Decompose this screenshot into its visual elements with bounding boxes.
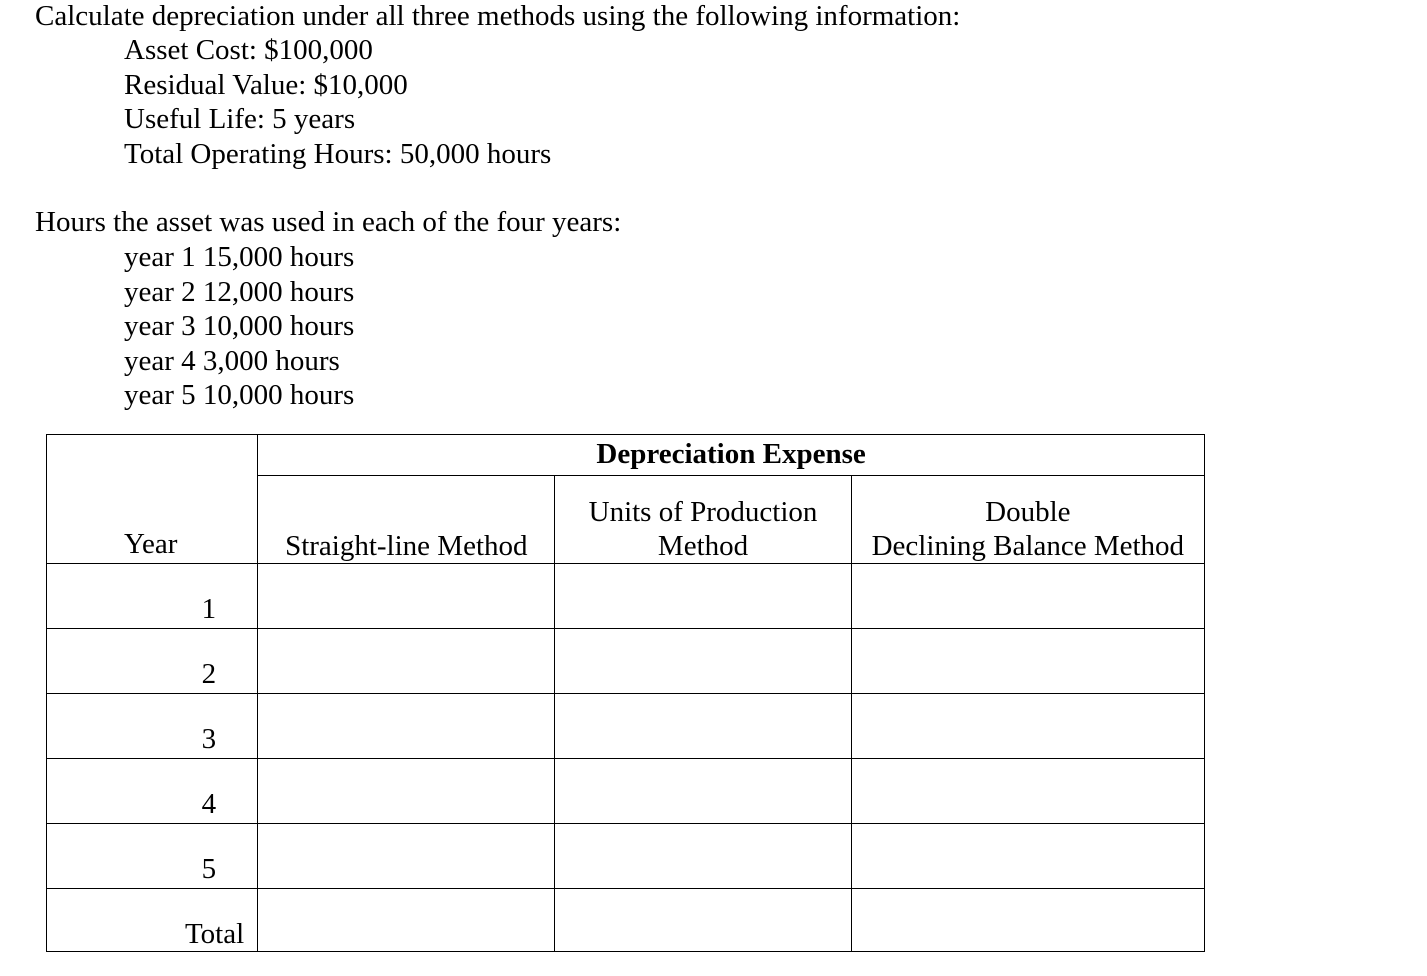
hours-year-4: year 4 3,000 hours <box>124 345 340 377</box>
useful-life-text: Useful Life: 5 years <box>124 103 356 135</box>
units-of-production-cell[interactable] <box>555 694 851 759</box>
straight-line-cell[interactable] <box>258 694 555 759</box>
depreciation-expense-header <box>258 435 1205 476</box>
straight-line-label: Straight-line Method <box>285 529 528 562</box>
units-of-production-total-cell[interactable] <box>555 889 851 952</box>
double-declining-cell[interactable] <box>851 824 1204 889</box>
table-row <box>47 629 1205 694</box>
units-header-line1: Units of Production <box>588 496 818 529</box>
units-header-line2: Method <box>657 529 749 562</box>
straight-line-cell[interactable] <box>258 564 555 629</box>
hours-year-5: year 5 10,000 hours <box>124 379 355 411</box>
straight-line-cell[interactable] <box>258 759 555 824</box>
units-of-production-cell[interactable] <box>555 629 851 694</box>
straight-line-cell[interactable] <box>258 629 555 694</box>
units-of-production-cell[interactable] <box>555 824 851 889</box>
double-declining-cell[interactable] <box>851 759 1204 824</box>
double-declining-total-cell[interactable] <box>851 889 1204 952</box>
hours-intro-text: Hours the asset was used in each of the four years: <box>35 206 622 238</box>
table-row <box>47 694 1205 759</box>
straight-line-total-cell[interactable] <box>258 889 555 952</box>
total-label-cell: Total <box>47 889 258 952</box>
residual-value-text: Residual Value: $10,000 <box>124 69 408 101</box>
hours-year-2: year 2 12,000 hours <box>124 276 355 308</box>
double-declining-cell[interactable] <box>851 564 1204 629</box>
units-of-production-header <box>555 476 851 564</box>
hours-year-1: year 1 15,000 hours <box>124 241 355 273</box>
year-header <box>47 435 258 564</box>
ddb-header-line2: Declining Balance Method <box>871 529 1185 562</box>
table-row <box>47 564 1205 629</box>
ddb-header-line1: Double <box>985 496 1071 529</box>
double-declining-header <box>851 476 1204 564</box>
straight-line-cell[interactable] <box>258 824 555 889</box>
total-hours-text: Total Operating Hours: 50,000 hours <box>124 138 552 170</box>
year-header-label: Year <box>124 527 178 560</box>
instruction-text: Calculate depreciation under all three methods using the following information: <box>35 0 961 32</box>
total-row <box>47 889 1205 952</box>
table-row <box>47 824 1205 889</box>
double-declining-cell[interactable] <box>851 629 1204 694</box>
depreciation-table <box>46 434 1205 952</box>
depreciation-expense-label: Depreciation Expense <box>596 438 866 471</box>
units-of-production-cell[interactable] <box>555 759 851 824</box>
year-cell: 2 <box>47 629 258 694</box>
asset-cost-text: Asset Cost: $100,000 <box>124 34 373 66</box>
table-row <box>47 759 1205 824</box>
units-of-production-cell[interactable] <box>555 564 851 629</box>
year-cell: 4 <box>47 759 258 824</box>
year-cell: 5 <box>47 824 258 889</box>
year-cell: 3 <box>47 694 258 759</box>
double-declining-cell[interactable] <box>851 694 1204 759</box>
hours-year-3: year 3 10,000 hours <box>124 310 355 342</box>
straight-line-header <box>258 476 555 564</box>
year-cell: 1 <box>47 564 258 629</box>
